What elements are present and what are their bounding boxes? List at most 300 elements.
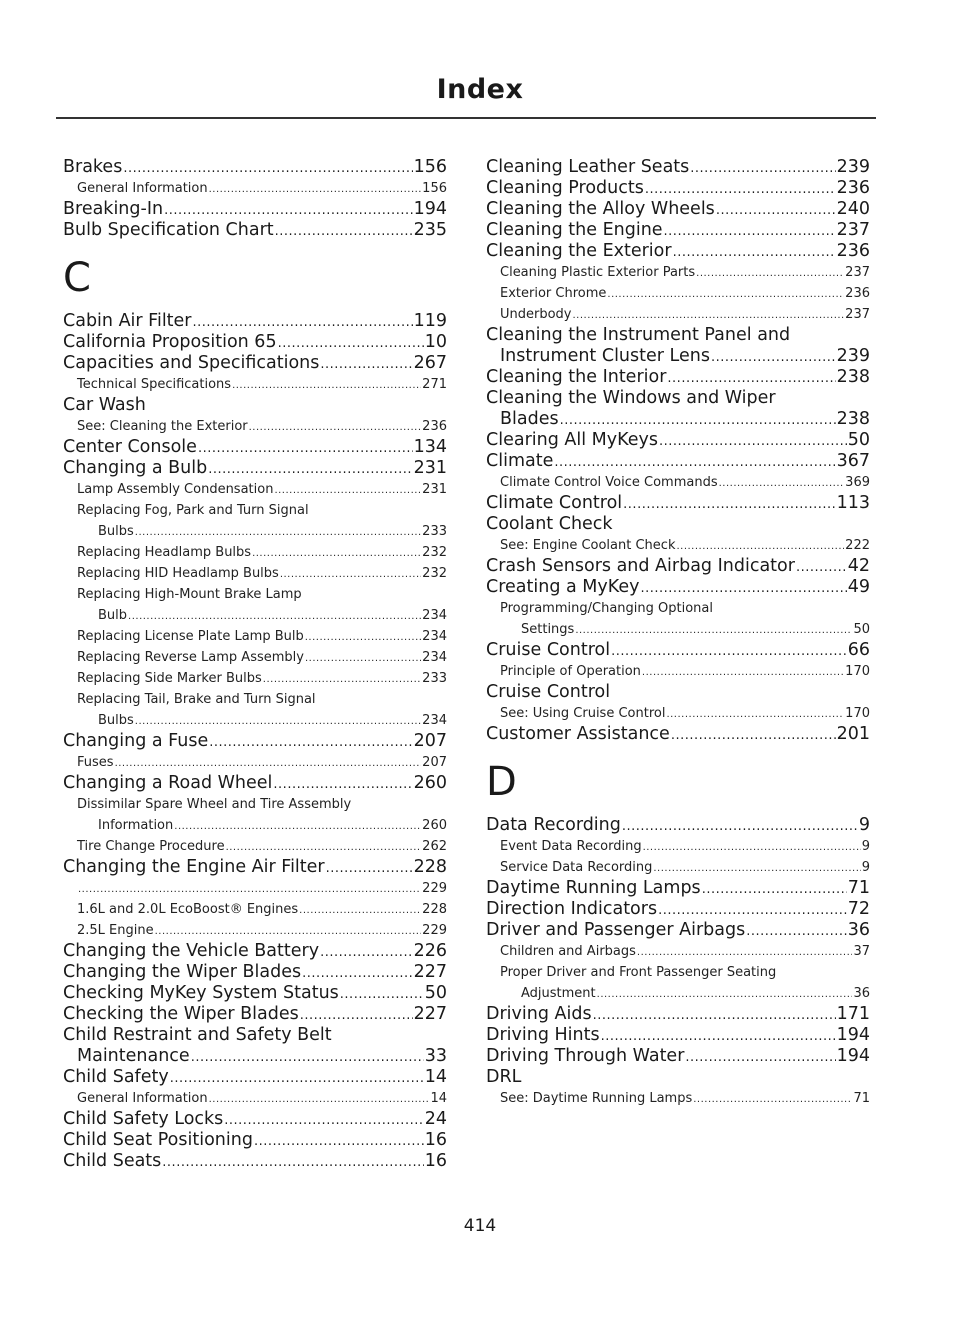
entry-page: 233	[422, 524, 447, 539]
index-entry	[63, 437, 447, 458]
entry-title: Instrument Cluster Lens	[500, 346, 710, 366]
dot-leader	[320, 354, 412, 375]
entry-page: 207	[413, 731, 447, 751]
section-letter: D	[486, 759, 517, 805]
dot-leader	[593, 1005, 836, 1026]
entry-title: See: Using Cruise Control	[500, 706, 666, 721]
index-subentry	[63, 374, 447, 395]
entry-page: 236	[422, 419, 447, 434]
entry-title: Underbody	[500, 307, 572, 322]
index-subentry	[63, 668, 447, 689]
entry-page: 24	[424, 1109, 447, 1129]
entry-title: Replacing Side Marker Bulbs	[77, 671, 262, 686]
entry-page: 194	[836, 1025, 870, 1045]
entry-title: Cleaning Leather Seats	[486, 157, 690, 177]
entry-page: 50	[847, 430, 870, 450]
entry-continuation	[63, 815, 447, 836]
index-entry	[486, 1046, 870, 1067]
index-entry	[63, 1004, 447, 1025]
dot-leader	[796, 557, 847, 578]
entry-title: Climate Control	[486, 493, 623, 513]
dot-leader	[232, 375, 421, 396]
entry-title: 1.6L and 2.0L EcoBoost® Engines	[77, 902, 299, 917]
entry-page: 36	[853, 986, 870, 1001]
entry-page: 9	[861, 860, 870, 875]
entry-page: 170	[845, 706, 870, 721]
index-subentry	[486, 262, 870, 283]
entry-title: Adjustment	[521, 986, 596, 1001]
entry-page: 260	[422, 818, 447, 833]
index-subentry	[63, 647, 447, 668]
entry-page: 237	[845, 265, 870, 280]
entry-title: Checking the Wiper Blades	[63, 1004, 299, 1024]
entry-title: Direction Indicators	[486, 899, 658, 919]
index-entry	[486, 388, 870, 430]
entry-page: 236	[836, 241, 870, 261]
dot-leader	[554, 452, 835, 473]
entry-title: Changing a Road Wheel	[63, 773, 273, 793]
index-entry	[63, 220, 447, 241]
dot-leader	[278, 333, 424, 354]
entry-page: 119	[413, 311, 447, 331]
entry-page: 229	[422, 881, 447, 896]
entry-page: 37	[853, 944, 870, 959]
entry-title: See: Cleaning the Exterior	[77, 419, 248, 434]
entry-title: See: Engine Coolant Check	[500, 538, 676, 553]
index-subentry	[63, 563, 447, 584]
dot-leader	[622, 816, 858, 837]
entry-title: Cleaning the Interior	[486, 367, 667, 387]
entry-page: 9	[861, 839, 870, 854]
entry-title: Replacing Headlamp Bulbs	[77, 545, 252, 560]
entry-title: Replacing Reverse Lamp Assembly	[77, 650, 304, 665]
index-column-right	[486, 157, 870, 1109]
dot-leader	[302, 963, 412, 984]
entry-title: Crash Sensors and Airbag Indicator	[486, 556, 795, 576]
entry-continuation	[486, 619, 870, 640]
entry-title: Bulbs	[98, 713, 134, 728]
entry-continuation	[486, 983, 870, 1004]
index-subentry	[63, 584, 447, 626]
dot-leader	[575, 620, 852, 641]
index-entry	[486, 493, 870, 514]
entry-page: 237	[845, 307, 870, 322]
dot-leader	[174, 816, 421, 837]
index-entry	[486, 241, 870, 262]
entry-title: Checking MyKey System Status	[63, 983, 339, 1003]
entry-title: Principle of Operation	[500, 664, 641, 679]
entry-page: 134	[413, 437, 447, 457]
entry-page: 369	[845, 475, 870, 490]
dot-leader	[155, 921, 422, 942]
index-entry	[486, 325, 870, 367]
dot-leader	[273, 774, 412, 795]
entry-title: Maintenance	[77, 1046, 190, 1066]
dot-leader	[666, 704, 844, 725]
entry-page: 238	[836, 367, 870, 387]
dot-leader	[673, 242, 836, 263]
entry-page: 262	[422, 839, 447, 854]
index-entry	[486, 1004, 870, 1025]
entry-title: Customer Assistance	[486, 724, 670, 744]
index-subentry	[63, 626, 447, 647]
dot-leader	[659, 431, 847, 452]
index-entry	[63, 199, 447, 220]
entry-page: 156	[413, 157, 447, 177]
index-entry	[63, 1130, 447, 1151]
dot-leader	[601, 1026, 836, 1047]
entry-page: 170	[845, 664, 870, 679]
index-entry	[63, 458, 447, 479]
index-entry: DRL	[486, 1067, 522, 1087]
dot-leader	[643, 837, 861, 858]
entry-title: Cleaning the Exterior	[486, 241, 672, 261]
entry-page: 238	[836, 409, 870, 429]
dot-leader	[193, 312, 413, 333]
entry-page: 42	[847, 556, 870, 576]
entry-title: Changing a Fuse	[63, 731, 209, 751]
entry-page: 232	[422, 566, 447, 581]
entry-page: 49	[847, 577, 870, 597]
entry-page: 14	[430, 1091, 447, 1106]
dot-leader	[642, 662, 844, 683]
dot-leader	[340, 984, 424, 1005]
entry-title: Changing a Bulb	[63, 458, 208, 478]
entry-title: Driving Through Water	[486, 1046, 685, 1066]
index-subentry	[63, 878, 447, 899]
index-subentry	[486, 283, 870, 304]
entry-page: 50	[424, 983, 447, 1003]
dot-leader	[696, 263, 844, 284]
entry-page: 207	[422, 755, 447, 770]
index-entry	[486, 878, 870, 899]
entry-title: Child Safety	[63, 1067, 169, 1087]
index-entry	[486, 157, 870, 178]
entry-page: 237	[836, 220, 870, 240]
entry-title: Information	[98, 818, 174, 833]
index-subentry	[486, 962, 870, 1004]
dot-leader	[164, 200, 413, 221]
entry-page: 71	[847, 878, 870, 898]
index-entry	[63, 332, 447, 353]
entry-title: Cleaning Products	[486, 178, 644, 198]
dot-leader	[115, 753, 422, 774]
index-entry	[63, 157, 447, 178]
entry-title: Exterior Chrome	[500, 286, 607, 301]
entry-title: Bulb Specification Chart	[63, 220, 274, 240]
entry-title: Dissimilar Spare Wheel and Tire Assembly	[77, 797, 352, 812]
entry-continuation	[63, 1046, 447, 1067]
index-entry	[63, 941, 447, 962]
entry-title: Replacing HID Headlamp Bulbs	[77, 566, 279, 581]
dot-leader	[623, 494, 835, 515]
dot-leader	[300, 1005, 413, 1026]
entry-title: General Information	[77, 181, 208, 196]
index-subentry	[486, 857, 870, 878]
index-entry	[63, 773, 447, 794]
index-entry	[486, 920, 870, 941]
index-entry: Cruise Control	[486, 682, 611, 702]
entry-page: 267	[413, 353, 447, 373]
index-subentry	[486, 661, 870, 682]
entry-title: Replacing Fog, Park and Turn Signal	[77, 503, 309, 518]
dot-leader	[162, 1152, 423, 1173]
entry-title: California Proposition 65	[63, 332, 277, 352]
entry-title: Replacing High-Mount Brake Lamp	[77, 587, 302, 602]
dot-leader	[664, 221, 836, 242]
entry-title: Breaking-In	[63, 199, 164, 219]
entry-title: Service Data Recording	[500, 860, 653, 875]
dot-leader	[78, 879, 421, 900]
entry-page: 271	[422, 377, 447, 392]
index-subentry	[63, 899, 447, 920]
dot-leader	[653, 858, 860, 879]
dot-leader	[275, 221, 413, 242]
entry-title: Changing the Vehicle Battery	[63, 941, 320, 961]
entry-page: 231	[413, 458, 447, 478]
entry-title: Clearing All MyKeys	[486, 430, 658, 450]
page-title: Index	[436, 74, 524, 105]
entry-page: 234	[422, 608, 447, 623]
title-divider	[56, 117, 876, 119]
entry-page: 171	[836, 1004, 870, 1024]
entry-page: 233	[422, 671, 447, 686]
entry-title: Technical Specifications	[77, 377, 232, 392]
entry-title: General Information	[77, 1091, 208, 1106]
index-subentry	[63, 1088, 447, 1109]
dot-leader	[693, 1089, 852, 1110]
dot-leader	[597, 984, 853, 1005]
entry-page: 10	[424, 332, 447, 352]
index-entry	[486, 556, 870, 577]
dot-leader	[645, 179, 836, 200]
index-subentry	[63, 479, 447, 500]
index-entry	[486, 640, 870, 661]
index-entry	[486, 178, 870, 199]
entry-title: Center Console	[63, 437, 197, 457]
dot-leader	[208, 459, 412, 480]
index-column-left	[63, 157, 447, 1172]
index-entry	[486, 1025, 870, 1046]
entry-title: Event Data Recording	[500, 839, 642, 854]
index-entry: Coolant Check	[486, 514, 613, 534]
entry-page: 194	[836, 1046, 870, 1066]
dot-leader	[685, 1047, 835, 1068]
entry-title: Data Recording	[486, 815, 621, 835]
entry-title: Child Restraint and Safety Belt	[63, 1025, 332, 1045]
dot-leader	[135, 522, 421, 543]
dot-leader	[252, 543, 421, 564]
index-entry	[486, 367, 870, 388]
entry-page: 235	[413, 220, 447, 240]
entry-page: 231	[422, 482, 447, 497]
entry-title: Proper Driver and Front Passenger Seating	[500, 965, 777, 980]
index-entry	[63, 731, 447, 752]
index-subentry	[486, 598, 870, 640]
entry-page: 222	[845, 538, 870, 553]
entry-title: Changing the Wiper Blades	[63, 962, 302, 982]
entry-page: 16	[424, 1130, 447, 1150]
index-subentry	[63, 794, 447, 836]
entry-title: Changing the Engine Air Filter	[63, 857, 325, 877]
entry-page: 367	[836, 451, 870, 471]
entry-title: Child Seat Positioning	[63, 1130, 253, 1150]
dot-leader	[640, 578, 846, 599]
dot-leader	[170, 1068, 424, 1089]
entry-title: Bulbs	[98, 524, 134, 539]
entry-title: Cleaning Plastic Exterior Parts	[500, 265, 696, 280]
entry-page: 9	[858, 815, 870, 835]
dot-leader	[226, 837, 422, 858]
index-entry	[486, 724, 870, 745]
entry-page: 71	[853, 1091, 870, 1106]
entry-title: Lamp Assembly Condensation	[77, 482, 274, 497]
entry-page: 113	[836, 493, 870, 513]
dot-leader	[249, 417, 422, 438]
dot-leader	[611, 641, 847, 662]
dot-leader	[676, 536, 844, 557]
entry-page: 232	[422, 545, 447, 560]
dot-leader	[128, 606, 421, 627]
entry-page: 14	[424, 1067, 447, 1087]
index-entry	[63, 983, 447, 1004]
entry-title: Cleaning the Engine	[486, 220, 663, 240]
entry-page: 228	[422, 902, 447, 917]
index-subentry	[63, 689, 447, 731]
entry-title: Climate Control Voice Commands	[500, 475, 718, 490]
entry-title: Creating a MyKey	[486, 577, 640, 597]
entry-page: 234	[422, 629, 447, 644]
dot-leader	[326, 858, 413, 879]
entry-page: 201	[836, 724, 870, 744]
entry-continuation	[486, 346, 870, 367]
index-entry	[63, 311, 447, 332]
index-subentry	[63, 500, 447, 542]
dot-leader	[274, 480, 421, 501]
entry-page: 156	[422, 181, 447, 196]
entry-title: Tire Change Procedure	[77, 839, 225, 854]
entry-title: Brakes	[63, 157, 123, 177]
entry-title: Driving Aids	[486, 1004, 592, 1024]
dot-leader	[667, 368, 835, 389]
dot-leader	[135, 711, 421, 732]
entry-page: 33	[424, 1046, 447, 1066]
entry-continuation	[63, 605, 447, 626]
index-entry	[486, 430, 870, 451]
entry-title: Programming/Changing Optional	[500, 601, 713, 616]
entry-page: 234	[422, 650, 447, 665]
entry-page: 50	[853, 622, 870, 637]
entry-title: Bulb	[98, 608, 128, 623]
dot-leader	[305, 648, 421, 669]
dot-leader	[209, 179, 422, 200]
dot-leader	[719, 473, 845, 494]
index-entry	[486, 199, 870, 220]
dot-leader	[254, 1131, 424, 1152]
index-subentry	[63, 752, 447, 773]
dot-leader	[573, 305, 845, 326]
entry-page: 239	[836, 157, 870, 177]
index-entry	[63, 353, 447, 374]
dot-leader	[299, 900, 421, 921]
index-subentry	[63, 920, 447, 941]
entry-page: 229	[422, 923, 447, 938]
entry-title: Daytime Running Lamps	[486, 878, 701, 898]
dot-leader	[607, 284, 844, 305]
index-entry	[63, 1151, 447, 1172]
entry-page: 240	[836, 199, 870, 219]
dot-leader	[280, 564, 421, 585]
entry-title: Cleaning the Windows and Wiper	[486, 388, 776, 408]
entry-title: Replacing Tail, Brake and Turn Signal	[77, 692, 316, 707]
index-entry	[486, 220, 870, 241]
entry-page: 66	[847, 640, 870, 660]
index-entry	[63, 962, 447, 983]
dot-leader	[209, 1089, 430, 1110]
index-subentry	[63, 542, 447, 563]
entry-page: 234	[422, 713, 447, 728]
entry-continuation	[63, 710, 447, 731]
entry-continuation	[486, 409, 870, 430]
entry-title: Cabin Air Filter	[63, 311, 192, 331]
entry-title: Blades	[500, 409, 559, 429]
dot-leader	[711, 347, 836, 368]
dot-leader	[671, 725, 836, 746]
entry-title: 2.5L Engine	[77, 923, 154, 938]
entry-page: 236	[836, 178, 870, 198]
entry-title: Fuses	[77, 755, 114, 770]
entry-page: 227	[413, 962, 447, 982]
dot-leader	[690, 158, 835, 179]
entry-title: Cleaning the Alloy Wheels	[486, 199, 715, 219]
dot-leader	[198, 438, 413, 459]
entry-title: See: Daytime Running Lamps	[500, 1091, 693, 1106]
entry-page: 228	[413, 857, 447, 877]
index-subentry	[486, 836, 870, 857]
entry-title: Capacities and Specifications	[63, 353, 320, 373]
entry-page: 239	[836, 346, 870, 366]
dot-leader	[658, 900, 847, 921]
index-entry	[63, 1025, 447, 1067]
index-entry	[486, 451, 870, 472]
entry-title: Child Safety Locks	[63, 1109, 224, 1129]
entry-page: 260	[413, 773, 447, 793]
entry-continuation	[63, 521, 447, 542]
section-letter: C	[63, 255, 91, 301]
dot-leader	[305, 627, 421, 648]
dot-leader	[716, 200, 836, 221]
entry-page: 227	[413, 1004, 447, 1024]
dot-leader	[560, 410, 836, 431]
entry-title: Driving Hints	[486, 1025, 600, 1045]
dot-leader	[209, 732, 412, 753]
entry-page: 72	[847, 899, 870, 919]
dot-leader	[702, 879, 847, 900]
entry-title: Child Seats	[63, 1151, 162, 1171]
dot-leader	[123, 158, 412, 179]
index-subentry	[486, 941, 870, 962]
dot-leader	[224, 1110, 423, 1131]
dot-leader	[746, 921, 847, 942]
index-entry	[486, 577, 870, 598]
index-subentry	[486, 472, 870, 493]
index-subentry	[486, 535, 870, 556]
index-subentry	[486, 304, 870, 325]
entry-title: Settings	[521, 622, 575, 637]
index-subentry	[486, 703, 870, 724]
index-entry	[486, 899, 870, 920]
index-entry	[63, 1067, 447, 1088]
